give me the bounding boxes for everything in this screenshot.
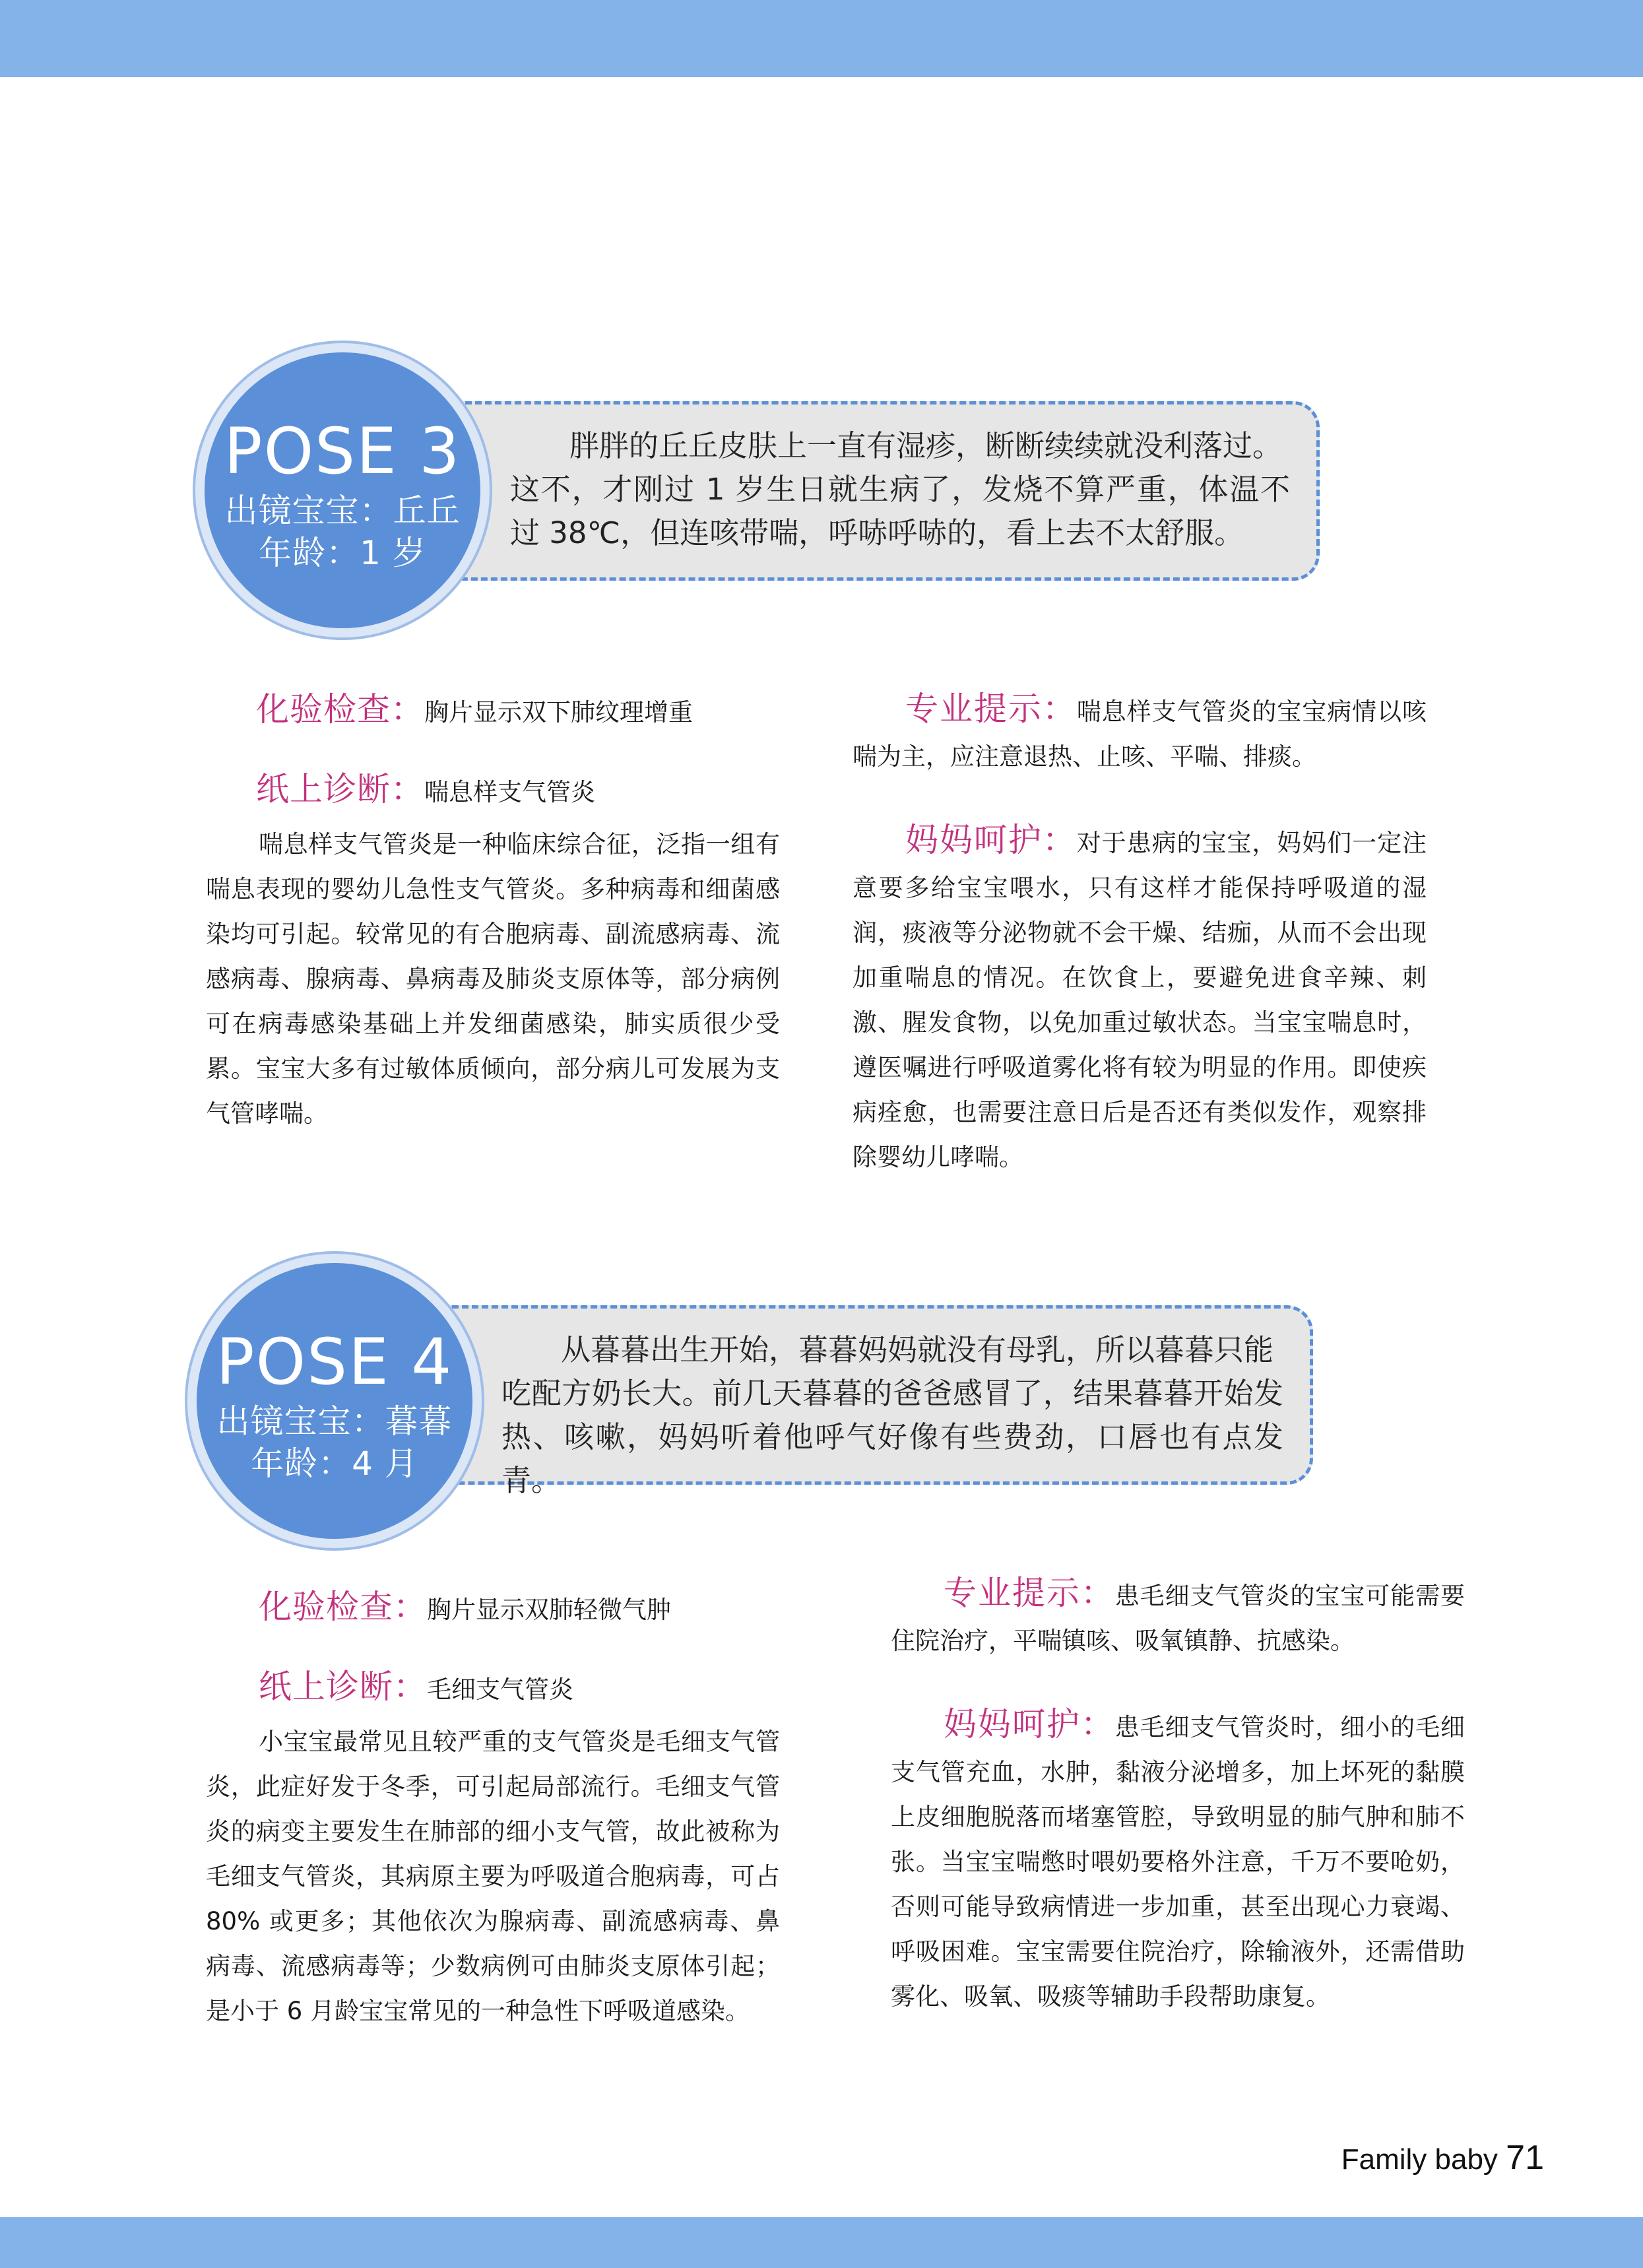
pose3-tip-body: 喘息样支气管炎的宝宝病情以咳喘为主，应注意退热、止咳、平喘、排痰。: [853, 697, 1427, 771]
pose3-test-value: 胸片显示双下肺纹理增重: [424, 698, 693, 727]
pose4-diag-value: 毛细支气管炎: [427, 1675, 573, 1704]
pose3-tip-label: 专业提示：: [905, 690, 1077, 728]
pose3-tip: [853, 686, 1427, 779]
pose3-care-body: 对于患病的宝宝，妈妈们一定注意要多给宝宝喂水，只有这样才能保持呼吸道的湿润，痰液等分泌物就不会干燥、结痂，从而不会出现加重喘息的情况。在饮食上，要避免进食辛辣、刺激、腥发食物，以免加重过敏状态。当宝宝喘息时，遵医嘱进行呼吸道雾化将有较为明显的作用。即使疾病痊愈，也需要注意日后是否还有类似发作，观察排除婴幼儿哮喘。: [853, 829, 1427, 1171]
pose3-intro: [432, 424, 1290, 555]
pose4-tip-label: 专业提示：: [944, 1574, 1115, 1612]
bottom-banner: [0, 2217, 1643, 2268]
top-banner: [0, 0, 1643, 77]
pose3-care: [853, 818, 1427, 1180]
pose3-intro-rest: 这不，才刚过 1 岁生日就生病了，发烧不算严重，体温不过 38℃，但连咳带喘，呼哧呼哧的，看上去不太舒服。: [510, 472, 1290, 550]
pose3-title: POSE 3: [224, 414, 461, 488]
pose3-right-column: [853, 686, 1427, 1180]
page-footer: [1306, 2138, 1544, 2178]
pose4-test: [206, 1577, 780, 1640]
pose3-baby-name: 出镜宝宝：丘丘: [224, 492, 461, 530]
pose4-title: POSE 4: [216, 1325, 453, 1399]
pose4-test-label: 化验检查：: [259, 1588, 427, 1626]
pose4-tip-body: 患毛细支气管炎的宝宝可能需要住院治疗，平喘镇咳、吸氧镇静、抗感染。: [891, 1582, 1466, 1655]
pose4-diag-body: 小宝宝最常见且较严重的支气管炎是毛细支气管炎，此症好发于冬季，可引起局部流行。毛细支气管炎的病变主要发生在肺部的细小支气管，故此被称为毛细支气管炎，其病原主要为呼吸道合胞病毒，可占 80% 或更多；其他依次为腺病毒、副流感病毒、鼻病毒、流感病毒等；少数病例可由肺炎支原体引起；是小于 6 月龄宝宝常见的一种急性下呼吸道感染。: [206, 1728, 780, 2025]
pose4-care-body: 患毛细支气管炎时，细小的毛细支气管充血，水肿，黏液分泌增多，加上坏死的黏膜上皮细胞脱落而堵塞管腔，导致明显的肺气肿和肺不张。当宝宝喘憋时喂奶要格外注意，千万不要呛奶，否则可能导致病情进一步加重，甚至出现心力衰竭、呼吸困难。宝宝需要住院治疗，除输液外，还需借助雾化、吸氧、吸痰等辅助手段帮助康复。: [891, 1713, 1466, 2011]
pose4-tip: [891, 1571, 1465, 1664]
pose3-diag-label: 纸上诊断：: [256, 770, 424, 808]
pose4-intro: [429, 1328, 1283, 1503]
pose3-care-label: 妈妈呵护：: [905, 821, 1077, 859]
pose3-left-column: [206, 680, 780, 1136]
pose4-test-value: 胸片显示双肺轻微气肿: [427, 1596, 671, 1624]
pose4-diag-label: 纸上诊断：: [259, 1668, 427, 1706]
pose4-baby-name: 出镜宝宝：暮暮: [216, 1402, 453, 1441]
pose3-age: 年龄：1 岁: [259, 534, 426, 572]
pose3-test-label: 化验检查：: [256, 690, 424, 729]
magazine-name: Family baby: [1341, 2143, 1498, 2176]
pose4-right-column: [891, 1571, 1465, 2019]
pose4-diagnosis: [206, 1657, 780, 1720]
pose3-diag-body: 喘息样支气管炎是一种临床综合征，泛指一组有喘息表现的婴幼儿急性支气管炎。多种病毒和细菌感染均可引起。较常见的有合胞病毒、副流感病毒、流感病毒、腺病毒、鼻病毒及肺炎支原体等，部分病例可在病毒感染基础上并发细菌感染，肺实质很少受累。宝宝大多有过敏体质倾向，部分病儿可发展为支气管哮喘。: [206, 830, 780, 1128]
pose3-diag-value: 喘息样支气管炎: [424, 778, 595, 806]
pose4-badge: [187, 1254, 482, 1548]
pose3-badge: [195, 343, 490, 637]
pose3-diagnosis: [206, 760, 780, 822]
pose4-intro-bubble: [426, 1305, 1313, 1498]
pose4-intro-rest: 吃配方奶长大。前几天暮暮的爸爸感冒了，结果暮暮开始发热、咳嗽，妈妈听着他呼气好像有些费劲，口唇也有点发青。: [501, 1376, 1283, 1498]
pose4-age: 年龄：4 月: [251, 1444, 418, 1483]
pose3-test: [206, 680, 780, 742]
page-number: 71: [1506, 2139, 1544, 2177]
pose4-care-label: 妈妈呵护：: [944, 1705, 1115, 1743]
pose4-intro-first: 从暮暮出生开始，暮暮妈妈就没有母乳，所以暮暮只能: [561, 1332, 1274, 1367]
pose3-intro-first: 胖胖的丘丘皮肤上一直有湿疹，断断续续就没利落过。: [569, 428, 1283, 463]
pose3-intro-bubble: [429, 401, 1320, 581]
pose4-care: [891, 1702, 1465, 2019]
pose4-left-column: [206, 1577, 780, 2034]
